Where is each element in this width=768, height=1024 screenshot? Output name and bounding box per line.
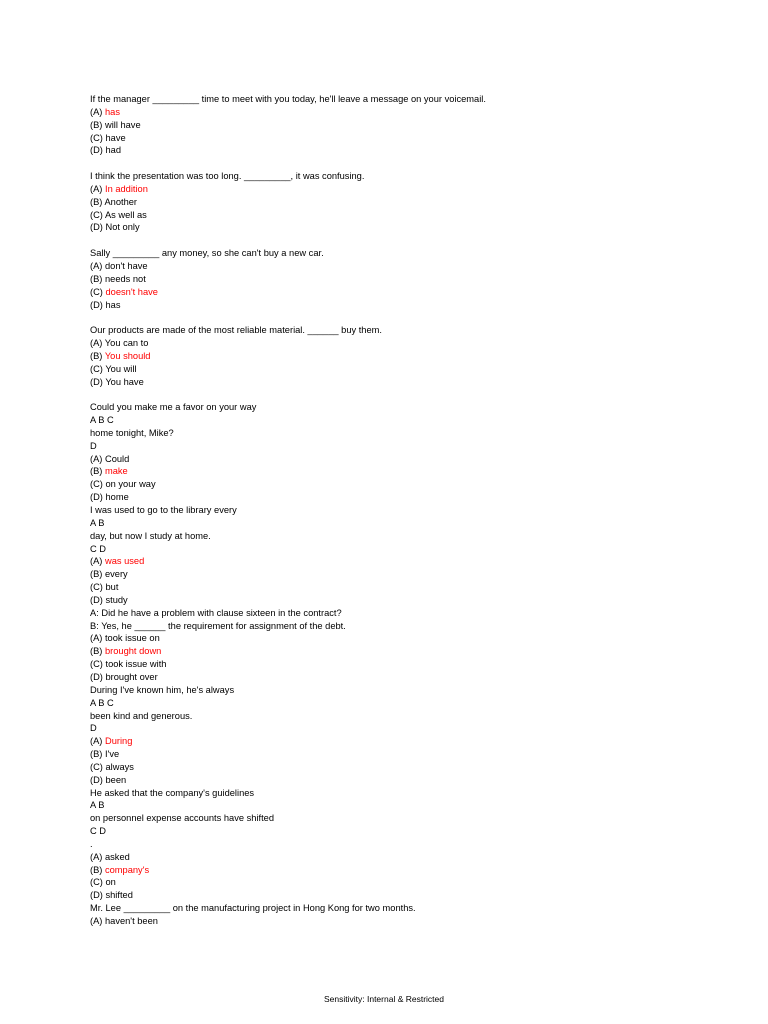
answer-option-highlighted (90, 106, 730, 119)
line-text: (A) You can to (90, 338, 149, 349)
text-line (90, 799, 730, 812)
line-text: (A) haven't been (90, 916, 158, 926)
line-text: (D) been (90, 774, 127, 785)
line-text: (C) always (90, 761, 134, 772)
text-line (90, 517, 730, 530)
text-line (90, 697, 730, 710)
text-line (90, 337, 730, 350)
text-line (90, 722, 730, 735)
text-line (90, 376, 730, 389)
option-prefix: (B) (90, 350, 105, 361)
text-line (90, 491, 730, 504)
blank-line (90, 157, 730, 170)
text-line (90, 221, 730, 234)
answer-option-highlighted (90, 864, 730, 877)
text-line (90, 710, 730, 723)
text-line (90, 748, 730, 761)
sensitivity-footer: Sensitivity: Internal & Restricted (324, 994, 444, 1004)
line-text: A B (90, 800, 105, 811)
text-line (90, 247, 730, 260)
line-text: (B) every (90, 569, 128, 580)
text-line (90, 543, 730, 556)
text-line (90, 209, 730, 222)
text-line (90, 414, 730, 427)
line-text: A B C (90, 697, 114, 708)
line-text: (C) have (90, 132, 126, 143)
text-line (90, 684, 730, 697)
text-line (90, 299, 730, 312)
option-prefix: (B) (90, 864, 105, 875)
line-text: (D) You have (90, 376, 144, 387)
answer-option-highlighted (90, 350, 730, 363)
text-line (90, 825, 730, 838)
answer-option-highlighted (90, 645, 730, 658)
line-text: (C) took issue with (90, 659, 167, 670)
line-text: During I've known him, he's always (90, 684, 235, 695)
option-prefix: (B) (90, 646, 105, 657)
answer-option-highlighted (90, 286, 730, 299)
line-text: home tonight, Mike? (90, 427, 174, 438)
text-line (90, 132, 730, 145)
line-text: (A) Could (90, 453, 130, 464)
text-line (90, 761, 730, 774)
line-text: I think the presentation was too long. _________, it was confusing. (90, 171, 365, 182)
text-line (90, 440, 730, 453)
text-line (90, 594, 730, 607)
line-text: (D) home (90, 492, 129, 503)
line-text: A B (90, 517, 105, 528)
answer-option-highlighted (90, 465, 730, 478)
text-line (90, 119, 730, 132)
text-line (90, 530, 730, 543)
line-text: (D) had (90, 145, 122, 156)
text-line (90, 581, 730, 594)
highlighted-answer-text: has (104, 106, 120, 117)
text-line (90, 453, 730, 466)
text-line (90, 504, 730, 517)
text-line (90, 478, 730, 491)
line-text: (A) don't have (90, 260, 148, 271)
highlighted-answer-text: make (104, 466, 128, 477)
highlighted-answer-text: In addition (104, 183, 148, 194)
option-prefix: (A) (90, 106, 105, 117)
line-text: C D (90, 826, 107, 837)
line-text: If the manager _________ time to meet with you today, he'll leave a message on your voicemail. (90, 94, 486, 104)
line-text: He asked that the company's guidelines (90, 787, 255, 798)
text-line (90, 93, 730, 106)
answer-option-highlighted (90, 555, 730, 568)
line-text: (C) As well as (90, 209, 147, 220)
line-text: Mr. Lee _________ on the manufacturing project in Hong Kong for two months. (90, 903, 416, 914)
question-document (90, 93, 730, 928)
line-text: D (90, 440, 97, 451)
text-line (90, 876, 730, 889)
line-text: (B) will have (90, 119, 141, 130)
line-text: Could you make me a favor on your way (90, 402, 257, 413)
line-text: (A) asked (90, 851, 130, 862)
answer-option-highlighted (90, 183, 730, 196)
text-line (90, 324, 730, 337)
text-line (90, 658, 730, 671)
text-line (90, 774, 730, 787)
text-line (90, 838, 730, 851)
line-text: A: Did he have a problem with clause sixteen in the contract? (90, 607, 342, 618)
option-prefix: (A) (90, 556, 105, 567)
line-text: A B C (90, 415, 114, 426)
text-line (90, 260, 730, 273)
line-text: (D) has (90, 299, 121, 310)
text-line (90, 812, 730, 825)
highlighted-answer-text: company's (104, 864, 150, 875)
text-line (90, 889, 730, 902)
line-text: (A) took issue on (90, 633, 160, 644)
option-prefix: (B) (90, 466, 105, 477)
line-text: D (90, 723, 97, 734)
line-text: on personnel expense accounts have shifted (90, 813, 274, 824)
text-line (90, 632, 730, 645)
line-text: day, but now I study at home. (90, 530, 211, 541)
text-line (90, 787, 730, 800)
highlighted-answer-text: You should (104, 350, 151, 361)
text-line (90, 363, 730, 376)
line-text: been kind and generous. (90, 710, 193, 721)
line-text: (D) study (90, 594, 128, 605)
line-text: (C) on your way (90, 479, 156, 490)
line-text: (B) Another (90, 196, 138, 207)
text-line (90, 196, 730, 209)
text-line (90, 427, 730, 440)
line-text: B: Yes, he ______ the requirement for assignment of the debt. (90, 620, 346, 631)
line-text: . (90, 838, 93, 849)
line-text: Sally _________ any money, so she can't buy a new car. (90, 248, 324, 259)
line-text: (B) needs not (90, 273, 146, 284)
line-text: (C) but (90, 582, 119, 593)
blank-line (90, 234, 730, 247)
highlighted-answer-text: brought down (104, 646, 162, 657)
text-line (90, 620, 730, 633)
line-text: (B) I've (90, 749, 120, 760)
text-line (90, 851, 730, 864)
line-text: (D) Not only (90, 222, 140, 233)
text-line (90, 401, 730, 414)
text-line (90, 568, 730, 581)
option-prefix: (C) (90, 286, 106, 297)
highlighted-answer-text: was used (104, 556, 145, 567)
line-text: (C) You will (90, 363, 137, 374)
line-text: (D) brought over (90, 671, 158, 682)
answer-option-highlighted (90, 735, 730, 748)
line-text: I was used to go to the library every (90, 505, 237, 515)
line-text: (D) shifted (90, 890, 133, 901)
line-text: C D (90, 543, 107, 554)
option-prefix: (A) (90, 736, 105, 747)
text-line (90, 915, 730, 928)
text-line (90, 144, 730, 157)
blank-line (90, 388, 730, 401)
text-line (90, 607, 730, 620)
line-text: (C) on (90, 877, 116, 888)
highlighted-answer-text: During (104, 736, 133, 747)
highlighted-answer-text: doesn't have (105, 286, 158, 297)
text-line (90, 671, 730, 684)
text-line (90, 902, 730, 915)
line-text: Our products are made of the most reliable material. ______ buy them. (90, 325, 382, 336)
option-prefix: (A) (90, 183, 105, 194)
text-line (90, 170, 730, 183)
text-line (90, 273, 730, 286)
blank-line (90, 311, 730, 324)
